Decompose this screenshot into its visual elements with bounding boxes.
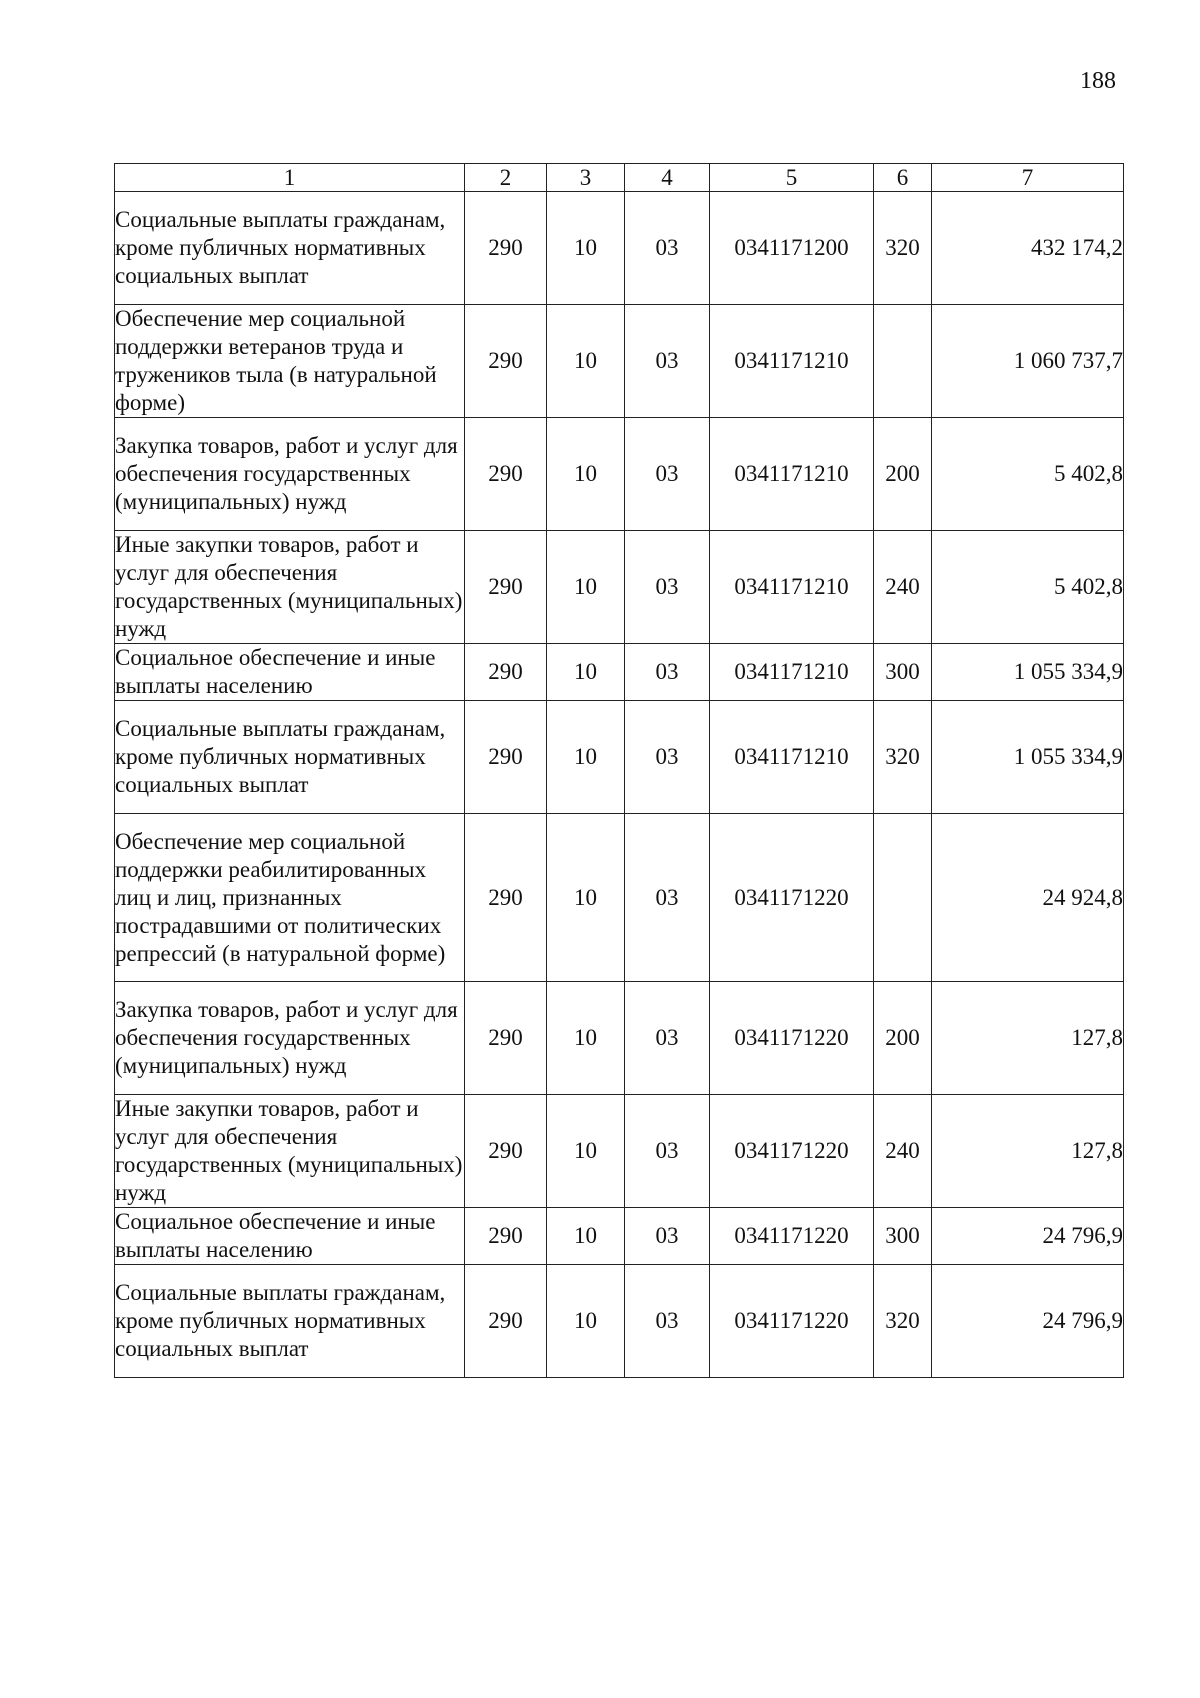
table-row bbox=[115, 1095, 1124, 1208]
section-code-cell: 10 bbox=[547, 1265, 625, 1378]
amount-cell: 127,8 bbox=[932, 982, 1124, 1095]
target-article-cell: 0341171210 bbox=[710, 701, 874, 814]
table-header-row bbox=[115, 164, 1124, 192]
subsection-code-cell: 03 bbox=[625, 192, 710, 305]
subsection-code-cell: 03 bbox=[625, 814, 710, 982]
expense-type-cell: 320 bbox=[874, 1265, 932, 1378]
table-row bbox=[115, 701, 1124, 814]
subsection-code-cell: 03 bbox=[625, 305, 710, 418]
target-article-cell: 0341171200 bbox=[710, 192, 874, 305]
expense-name-cell: Закупка товаров, работ и услуг для обеспечения государственных (муниципальных) нужд bbox=[115, 418, 465, 531]
target-article-cell: 0341171220 bbox=[710, 814, 874, 982]
column-header: 7 bbox=[932, 164, 1124, 192]
ministry-code-cell: 290 bbox=[465, 531, 547, 644]
subsection-code-cell: 03 bbox=[625, 982, 710, 1095]
budget-table bbox=[114, 163, 1124, 1378]
table-row bbox=[115, 1265, 1124, 1378]
amount-cell: 1 060 737,7 bbox=[932, 305, 1124, 418]
table-row bbox=[115, 192, 1124, 305]
expense-name-cell: Иные закупки товаров, работ и услуг для обеспечения государственных (муниципальных) нужд bbox=[115, 531, 465, 644]
target-article-cell: 0341171220 bbox=[710, 1265, 874, 1378]
target-article-cell: 0341171210 bbox=[710, 305, 874, 418]
expense-type-cell: 240 bbox=[874, 531, 932, 644]
amount-cell: 432 174,2 bbox=[932, 192, 1124, 305]
expense-name-cell: Обеспечение мер социальной поддержки ветеранов труда и тружеников тыла (в натуральной форме) bbox=[115, 305, 465, 418]
column-header: 3 bbox=[547, 164, 625, 192]
target-article-cell: 0341171220 bbox=[710, 1095, 874, 1208]
ministry-code-cell: 290 bbox=[465, 814, 547, 982]
ministry-code-cell: 290 bbox=[465, 192, 547, 305]
section-code-cell: 10 bbox=[547, 418, 625, 531]
ministry-code-cell: 290 bbox=[465, 644, 547, 701]
column-header: 1 bbox=[115, 164, 465, 192]
amount-cell: 5 402,8 bbox=[932, 531, 1124, 644]
subsection-code-cell: 03 bbox=[625, 701, 710, 814]
subsection-code-cell: 03 bbox=[625, 1095, 710, 1208]
expense-name-cell: Социальные выплаты гражданам, кроме публичных нормативных социальных выплат bbox=[115, 701, 465, 814]
column-header: 2 bbox=[465, 164, 547, 192]
expense-type-cell: 300 bbox=[874, 644, 932, 701]
ministry-code-cell: 290 bbox=[465, 982, 547, 1095]
ministry-code-cell: 290 bbox=[465, 1208, 547, 1265]
target-article-cell: 0341171210 bbox=[710, 644, 874, 701]
amount-cell: 1 055 334,9 bbox=[932, 701, 1124, 814]
target-article-cell: 0341171210 bbox=[710, 531, 874, 644]
amount-cell: 127,8 bbox=[932, 1095, 1124, 1208]
ministry-code-cell: 290 bbox=[465, 418, 547, 531]
column-header: 6 bbox=[874, 164, 932, 192]
subsection-code-cell: 03 bbox=[625, 531, 710, 644]
expense-name-cell: Закупка товаров, работ и услуг для обеспечения государственных (муниципальных) нужд bbox=[115, 982, 465, 1095]
section-code-cell: 10 bbox=[547, 644, 625, 701]
subsection-code-cell: 03 bbox=[625, 418, 710, 531]
column-header: 4 bbox=[625, 164, 710, 192]
table-row bbox=[115, 814, 1124, 982]
amount-cell: 24 796,9 bbox=[932, 1265, 1124, 1378]
section-code-cell: 10 bbox=[547, 1208, 625, 1265]
table-row bbox=[115, 418, 1124, 531]
target-article-cell: 0341171220 bbox=[710, 1208, 874, 1265]
ministry-code-cell: 290 bbox=[465, 305, 547, 418]
target-article-cell: 0341171220 bbox=[710, 982, 874, 1095]
expense-name-cell: Социальное обеспечение и иные выплаты населению bbox=[115, 1208, 465, 1265]
expense-name-cell: Социальное обеспечение и иные выплаты населению bbox=[115, 644, 465, 701]
amount-cell: 5 402,8 bbox=[932, 418, 1124, 531]
subsection-code-cell: 03 bbox=[625, 644, 710, 701]
column-header: 5 bbox=[710, 164, 874, 192]
expense-type-cell: 320 bbox=[874, 701, 932, 814]
ministry-code-cell: 290 bbox=[465, 701, 547, 814]
amount-cell: 24 924,8 bbox=[932, 814, 1124, 982]
expense-name-cell: Обеспечение мер социальной поддержки реабилитированных лиц и лиц, признанных пострадавшими от политических репрессий (в натуральной форме) bbox=[115, 814, 465, 982]
ministry-code-cell: 290 bbox=[465, 1095, 547, 1208]
subsection-code-cell: 03 bbox=[625, 1265, 710, 1378]
amount-cell: 24 796,9 bbox=[932, 1208, 1124, 1265]
section-code-cell: 10 bbox=[547, 531, 625, 644]
expense-type-cell: 200 bbox=[874, 982, 932, 1095]
expense-type-cell bbox=[874, 305, 932, 418]
section-code-cell: 10 bbox=[547, 982, 625, 1095]
section-code-cell: 10 bbox=[547, 814, 625, 982]
expense-type-cell: 320 bbox=[874, 192, 932, 305]
table-row bbox=[115, 982, 1124, 1095]
expense-name-cell: Социальные выплаты гражданам, кроме публичных нормативных социальных выплат bbox=[115, 1265, 465, 1378]
table-row bbox=[115, 644, 1124, 701]
section-code-cell: 10 bbox=[547, 1095, 625, 1208]
expense-type-cell bbox=[874, 814, 932, 982]
amount-cell: 1 055 334,9 bbox=[932, 644, 1124, 701]
table-row bbox=[115, 531, 1124, 644]
page-number: 188 bbox=[1080, 68, 1116, 94]
expense-type-cell: 240 bbox=[874, 1095, 932, 1208]
target-article-cell: 0341171210 bbox=[710, 418, 874, 531]
expense-name-cell: Социальные выплаты гражданам, кроме публичных нормативных социальных выплат bbox=[115, 192, 465, 305]
table-row bbox=[115, 1208, 1124, 1265]
table-row bbox=[115, 305, 1124, 418]
section-code-cell: 10 bbox=[547, 701, 625, 814]
expense-name-cell: Иные закупки товаров, работ и услуг для обеспечения государственных (муниципальных) нужд bbox=[115, 1095, 465, 1208]
section-code-cell: 10 bbox=[547, 192, 625, 305]
expense-type-cell: 200 bbox=[874, 418, 932, 531]
section-code-cell: 10 bbox=[547, 305, 625, 418]
expense-type-cell: 300 bbox=[874, 1208, 932, 1265]
subsection-code-cell: 03 bbox=[625, 1208, 710, 1265]
ministry-code-cell: 290 bbox=[465, 1265, 547, 1378]
